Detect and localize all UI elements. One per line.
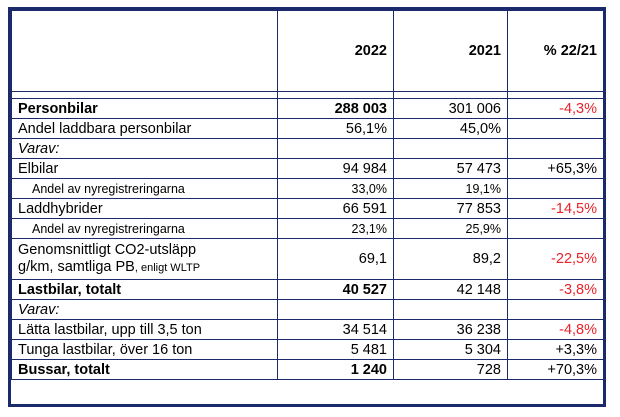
value-2022: 1 240 — [278, 360, 394, 380]
row-label: Lätta lastbilar, upp till 3,5 ton — [12, 320, 278, 340]
header-change: % 22/21 — [508, 11, 604, 92]
value-2022: 40 527 — [278, 280, 394, 300]
change-value — [508, 119, 604, 139]
table-row-lastbilar — [12, 280, 604, 300]
row-label: Varav: — [12, 300, 278, 320]
value-2022: 23,1% — [278, 219, 394, 239]
row-label: Andel av nyregistreringarna — [12, 219, 278, 239]
row-label: Varav: — [12, 139, 278, 159]
header-2021: 2021 — [394, 11, 508, 92]
value-2021: 42 148 — [394, 280, 508, 300]
row-label: Lastbilar, totalt — [12, 280, 278, 300]
spacer-cell — [508, 92, 604, 99]
value-2021: 5 304 — [394, 340, 508, 360]
table-row-varav — [12, 300, 604, 320]
value-2021: 57 473 — [394, 159, 508, 179]
table-row-laddhybrider — [12, 199, 604, 219]
spacer-cell — [278, 92, 394, 99]
row-label: Andel av nyregistreringarna — [12, 179, 278, 199]
change-value: -22,5% — [508, 239, 604, 280]
value-2021: 89,2 — [394, 239, 508, 280]
value-2022: 5 481 — [278, 340, 394, 360]
value-2022: 94 984 — [278, 159, 394, 179]
value-2021: 36 238 — [394, 320, 508, 340]
change-value: -4,8% — [508, 320, 604, 340]
value-2021: 25,9% — [394, 219, 508, 239]
table-row-tunga-lastbilar — [12, 340, 604, 360]
value-2022: 33,0% — [278, 179, 394, 199]
spacer-cell — [12, 92, 278, 99]
table-row-elbilar — [12, 159, 604, 179]
row-label: Tunga lastbilar, över 16 ton — [12, 340, 278, 360]
co2-label-line1: Genomsnittligt CO2-utsläpp — [18, 241, 197, 258]
value-2022: 56,1% — [278, 119, 394, 139]
empty-cell — [394, 300, 508, 320]
co2-label-note: , enligt WLTP — [134, 261, 201, 274]
empty-cell — [278, 300, 394, 320]
table-row-personbilar — [12, 99, 604, 119]
empty-cell — [508, 139, 604, 159]
registration-statistics-table — [11, 10, 604, 380]
row-label: Bussar, totalt — [12, 360, 278, 380]
value-2022: 69,1 — [278, 239, 394, 280]
empty-cell — [508, 300, 604, 320]
table-row-laddhybrider-andel — [12, 219, 604, 239]
empty-cell — [394, 139, 508, 159]
header-2022: 2022 — [278, 11, 394, 92]
spacer-cell — [394, 92, 508, 99]
change-value: -4,3% — [508, 99, 604, 119]
empty-cell — [508, 219, 604, 239]
value-2021: 19,1% — [394, 179, 508, 199]
spacer-row — [12, 92, 604, 99]
value-2021: 728 — [394, 360, 508, 380]
co2-label-line2: g/km, samtliga PB — [18, 258, 135, 275]
table-row-varav — [12, 139, 604, 159]
change-value: +65,3% — [508, 159, 604, 179]
value-2021: 45,0% — [394, 119, 508, 139]
value-2022: 66 591 — [278, 199, 394, 219]
value-2022: 288 003 — [278, 99, 394, 119]
empty-cell — [508, 179, 604, 199]
value-2021: 77 853 — [394, 199, 508, 219]
change-value: +3,3% — [508, 340, 604, 360]
empty-cell — [278, 139, 394, 159]
value-2021: 301 006 — [394, 99, 508, 119]
table-row-co2 — [12, 239, 604, 280]
row-label: Personbilar — [12, 99, 278, 119]
value-2022: 34 514 — [278, 320, 394, 340]
row-label: Laddhybrider — [12, 199, 278, 219]
row-label: Elbilar — [12, 159, 278, 179]
table-row-andel-laddbara — [12, 119, 604, 139]
statistics-table-frame — [8, 7, 606, 407]
table-row-latta-lastbilar — [12, 320, 604, 340]
change-value: +70,3% — [508, 360, 604, 380]
header-label-cell — [12, 11, 278, 92]
change-value: -3,8% — [508, 280, 604, 300]
table-row-elbilar-andel — [12, 179, 604, 199]
change-value: -14,5% — [508, 199, 604, 219]
table-row-bussar — [12, 360, 604, 380]
row-label: Andel laddbara personbilar — [12, 119, 278, 139]
header-row — [12, 11, 604, 92]
row-label — [12, 239, 278, 280]
